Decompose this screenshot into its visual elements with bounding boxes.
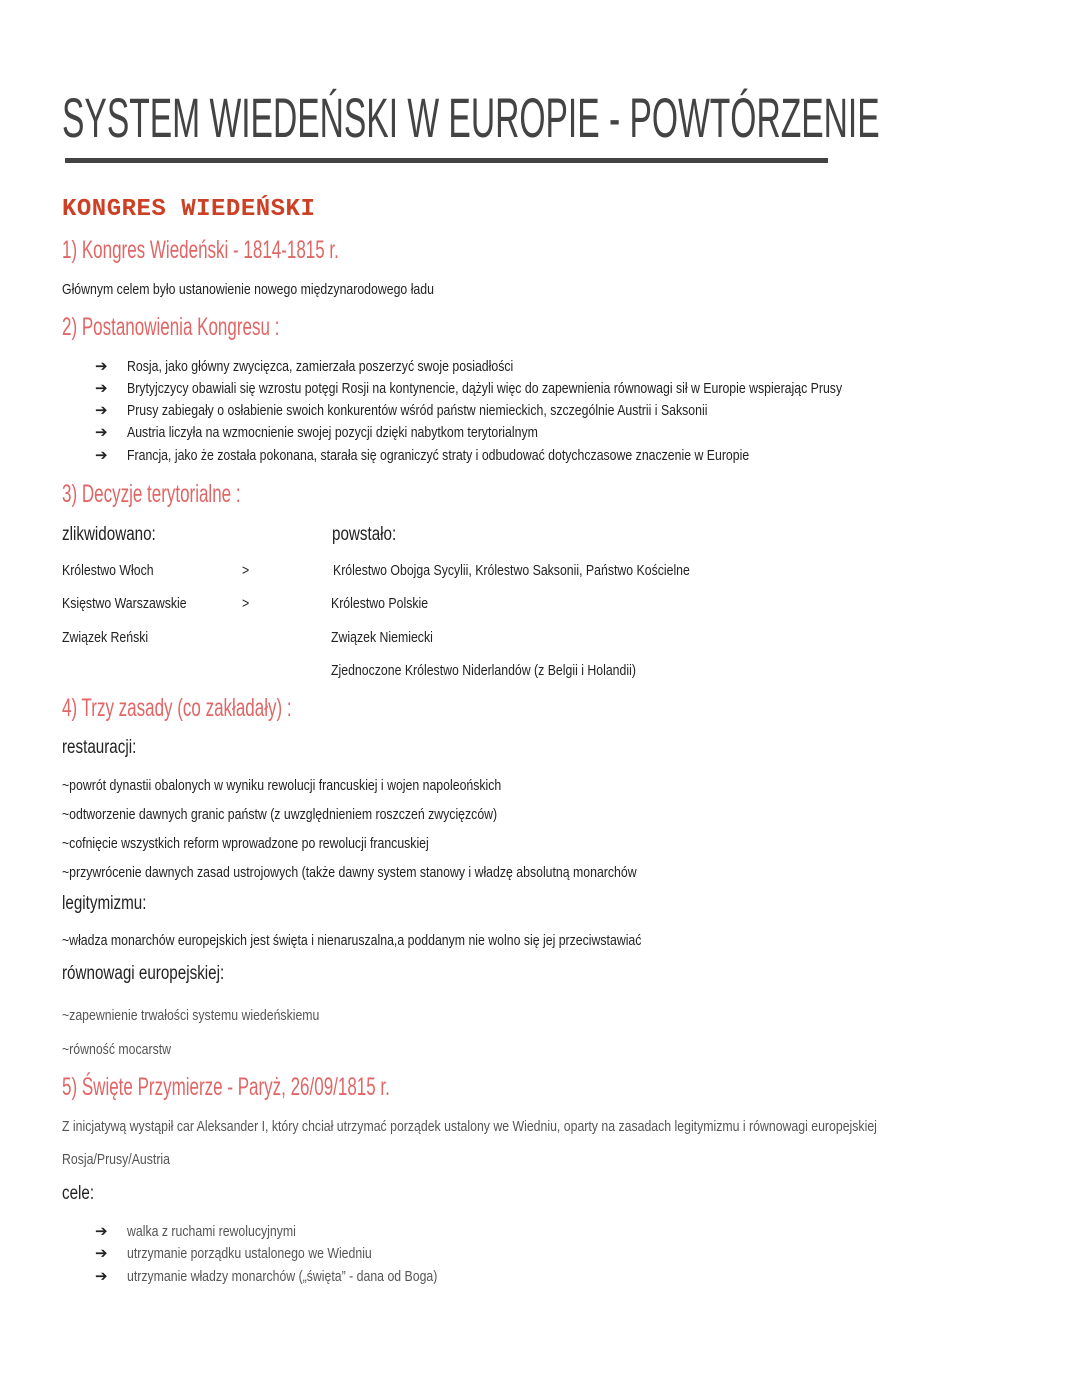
- arrow-bullet-icon: ➔: [95, 1223, 108, 1240]
- table-cell-created: Królestwo Obojga Sycylii, Królestwo Saksonii, Państwo Kościelne: [333, 562, 690, 579]
- paragraph-goal: Głównym celem było ustanowienie nowego międzynarodowego ładu: [62, 281, 434, 298]
- principle-balance-label: równowagi europejskiej:: [62, 963, 225, 984]
- list-item: ~zapewnienie trwałości systemu wiedeńskiemu: [62, 1007, 320, 1024]
- table-header-created: powstało:: [332, 524, 397, 545]
- table-cell-abolished: Księstwo Warszawskie: [62, 595, 187, 612]
- table-cell-abolished: Królestwo Włoch: [62, 562, 154, 579]
- table-cell-created: Królestwo Polskie: [331, 595, 429, 612]
- table-cell-created: Związek Niemiecki: [331, 629, 433, 646]
- arrow-bullet-icon: ➔: [95, 1268, 108, 1285]
- title-divider: [65, 158, 828, 163]
- list-item: ~równość mocarstw: [62, 1041, 172, 1058]
- paragraph-members: Rosja/Prusy/Austria: [62, 1151, 171, 1168]
- list-item: utrzymanie władzy monarchów („święta” - dana od Boga): [127, 1268, 438, 1285]
- list-item: Brytyjczycy obawiali się wzrostu potęgi Rosji na kontynencie, dążyli więc do zapewnienia równowagi sił w Europie wspierając Prusy: [127, 380, 843, 397]
- heading-2: 2) Postanowienia Kongresu :: [62, 313, 280, 341]
- heading-3: 3) Decyzje terytorialne :: [62, 480, 241, 508]
- page-title: SYSTEM WIEDEŃSKI W EUROPIE - POWTÓRZENIE: [62, 86, 880, 149]
- arrow-bullet-icon: ➔: [95, 1245, 108, 1262]
- goals-label: cele:: [62, 1183, 95, 1204]
- list-item: ~władza monarchów europejskich jest święta i nienaruszalna,a poddanym nie wolno się jej przeciwstawiać: [62, 932, 642, 949]
- list-item: Rosja, jako główny zwycięzca, zamierzała poszerzyć swoje posiadłości: [127, 358, 514, 375]
- list-item: ~cofnięcie wszystkich reform wprowadzone po rewolucji francuskiej: [62, 835, 429, 852]
- table-cell-created: Zjednoczone Królestwo Niderlandów (z Belgii i Holandii): [331, 662, 636, 679]
- heading-5: 5) Święte Przymierze - Paryż, 26/09/1815 r.: [62, 1073, 390, 1101]
- arrow-bullet-icon: ➔: [95, 402, 108, 419]
- table-cell-abolished: Związek Reński: [62, 629, 149, 646]
- section-heading: KONGRES WIEDEŃSKI: [62, 196, 316, 223]
- arrow-separator: >: [242, 562, 250, 579]
- list-item: walka z ruchami rewolucyjnymi: [127, 1223, 296, 1240]
- principle-legitimism-label: legitymizmu:: [62, 893, 147, 914]
- heading-4: 4) Trzy zasady (co zakładały) :: [62, 694, 292, 722]
- list-item: Austria liczyła na wzmocnienie swojej pozycji dzięki nabytkom terytorialnym: [127, 424, 538, 441]
- heading-1: 1) Kongres Wiedeński - 1814-1815 r.: [62, 236, 339, 264]
- list-item: Prusy zabiegały o osłabienie swoich konkurentów wśród państw niemieckich, szczególnie Austrii i Saksonii: [127, 402, 708, 419]
- list-item: ~powrót dynastii obalonych w wyniku rewolucji francuskiej i wojen napoleońskich: [62, 777, 502, 794]
- arrow-separator: >: [242, 595, 250, 612]
- list-item: ~przywrócenie dawnych zasad ustrojowych (także dawny system stanowy i władzę absolutną monarchów: [62, 864, 637, 881]
- arrow-bullet-icon: ➔: [95, 358, 108, 375]
- arrow-bullet-icon: ➔: [95, 380, 108, 397]
- list-item: Francja, jako że została pokonana, starała się ograniczyć straty i odbudować dotychczasowe znaczenie w Europie: [127, 447, 750, 464]
- principle-restoration-label: restauracji:: [62, 737, 137, 758]
- table-header-abolished: zlikwidowano:: [62, 524, 156, 545]
- list-item: utrzymanie porządku ustalonego we Wiedniu: [127, 1245, 372, 1262]
- arrow-bullet-icon: ➔: [95, 447, 108, 464]
- list-item: ~odtworzenie dawnych granic państw (z uwzględnieniem roszczeń zwycięzców): [62, 806, 498, 823]
- arrow-bullet-icon: ➔: [95, 424, 108, 441]
- paragraph-holy-alliance: Z inicjatywą wystąpił car Aleksander I, który chciał utrzymać porządek ustalony we Wiedniu, oparty na zasadach legitymizmu i równowagi europejskiej: [62, 1118, 877, 1135]
